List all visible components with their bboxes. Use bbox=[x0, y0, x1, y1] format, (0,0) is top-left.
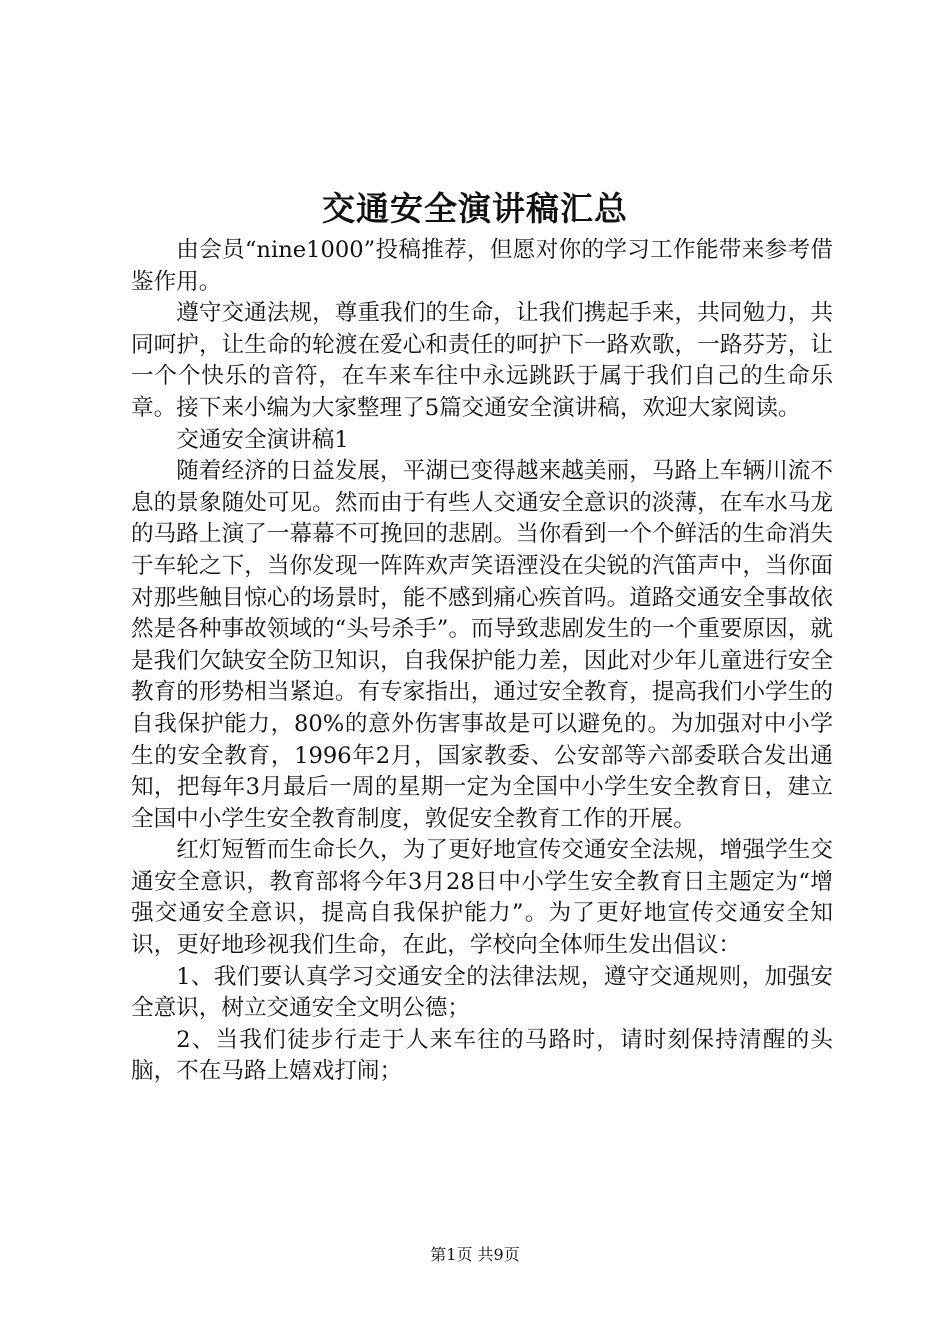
document-title: 交通安全演讲稿汇总 bbox=[322, 189, 628, 228]
proposal-item-2: 2、当我们徒步行走于人来车往的马路时，请时刻保持清醒的头脑，不在马路上嬉戏打闹； bbox=[131, 1026, 833, 1085]
paragraph-intro: 由会员“nine1000”投稿推荐，但愿对你的学习工作能带来参考借鉴作用。 bbox=[131, 237, 833, 295]
paragraph-proposal: 红灯短暂而生命长久，为了更好地宣传交通安全法规，增强学生交通安全意识，教育部将今年3月28日中小学生安全教育日主题定为“增强交通安全意识，提高自我保护能力”。为了更好地宣传交通安全知识，更好地珍视我们生命，在此，学校向全体师生发出倡议： bbox=[131, 837, 833, 959]
paragraph-background: 随着经济的日益发展，平湖已变得越来越美丽，马路上车辆川流不息的景象随处可见。然而由于有些人交通安全意识的淡薄，在车水马龙的马路上演了一幕幕不可挽回的悲剧。当你看到一个个鲜活的生命消失于车轮之下，当你发现一阵阵欢声笑语湮没在尖锐的汽笛声中，当你面对那些触目惊心的场景时，能不感到痛心疾首吗。道路交通安全事故依然是各种事故领域的“头号杀手”。而导致悲剧发生的一个重要原因，就是我们欠缺安全防卫知识，自我保护能力差，因此对少年儿童进行安全教育的形势相当紧迫。有专家指出，通过安全教育，提高我们小学生的自我保护能力，80%的意外伤害事故是可以避免的。为加强对中小学生的安全教育，1996年2月，国家教委、公安部等六部委联合发出通知，把每年3月最后一周的星期一定为全国中小学生安全教育日，建立全国中小学生安全教育制度，敦促安全教育工作的开展。 bbox=[131, 458, 833, 832]
paragraph-summary: 遵守交通法规，尊重我们的生命，让我们携起手来，共同勉力，共同呵护，让生命的轮渡在爱心和责任的呵护下一路欢歌，一路芬芳，让一个个快乐的音符，在车来车往中永远跳跃于属于我们自己的生命乐章。接下来小编为大家整理了5篇交通安全演讲稿，欢迎大家阅读。 bbox=[131, 300, 833, 421]
document-body bbox=[131, 235, 833, 1088]
page-footer: 第1页 共9页 bbox=[430, 1245, 520, 1264]
proposal-item-1: 1、我们要认真学习交通安全的法律法规，遵守交通规则，加强安全意识，树立交通安全文明公德； bbox=[131, 963, 833, 1022]
section-heading: 交通安全演讲稿1 bbox=[176, 426, 349, 453]
